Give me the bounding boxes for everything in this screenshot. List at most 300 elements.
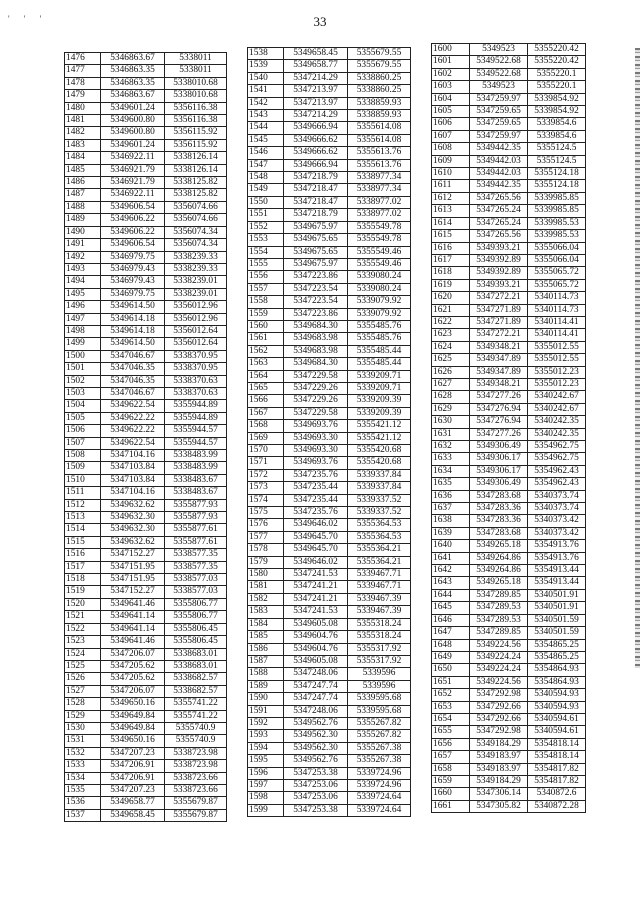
point-number-cell: 1561 [248, 333, 284, 345]
point-number-cell: 1648 [432, 639, 470, 651]
point-number-cell: 1506 [65, 425, 101, 437]
x-coordinate-cell: 5349658.77 [101, 797, 165, 809]
point-number-cell: 1655 [432, 726, 470, 738]
y-coordinate-cell: 5355614.08 [348, 134, 411, 146]
y-coordinate-cell: 5340373.42 [528, 515, 586, 527]
point-number-cell: 1647 [432, 627, 470, 639]
x-coordinate-cell: 5347265.24 [470, 205, 528, 217]
y-coordinate-cell: 5338977.34 [348, 184, 411, 196]
y-coordinate-cell: 5355012.55 [528, 341, 586, 353]
x-coordinate-cell: 5349562.76 [284, 717, 348, 729]
point-number-cell: 1548 [248, 172, 284, 184]
y-coordinate-cell: 5338723.98 [165, 760, 227, 772]
table-row [432, 738, 586, 750]
table-row [65, 152, 227, 164]
table-row [65, 139, 227, 151]
table-row [65, 574, 227, 586]
table-row [432, 242, 586, 254]
point-number-cell: 1519 [65, 586, 101, 598]
table-row [248, 680, 411, 692]
table-row [432, 130, 586, 142]
y-coordinate-cell: 5355741.22 [165, 710, 227, 722]
y-coordinate-cell: 5338577.03 [165, 574, 227, 586]
table-row [248, 445, 411, 457]
x-coordinate-cell: 5349606.22 [101, 214, 165, 226]
x-coordinate-cell: 5347283.36 [470, 515, 528, 527]
table-row [248, 159, 411, 171]
y-coordinate-cell: 5354865.25 [528, 651, 586, 663]
x-coordinate-cell: 5349606.54 [101, 239, 165, 251]
y-coordinate-cell: 5355124.18 [528, 168, 586, 180]
x-coordinate-cell: 5349224.56 [470, 676, 528, 688]
x-coordinate-cell: 5346979.43 [101, 276, 165, 288]
point-number-cell: 1620 [432, 292, 470, 304]
x-coordinate-cell: 5347241.53 [284, 606, 348, 618]
table-row [432, 565, 586, 577]
point-number-cell: 1629 [432, 403, 470, 415]
y-coordinate-cell: 5355318.24 [348, 618, 411, 630]
x-coordinate-cell: 5349632.30 [101, 512, 165, 524]
x-coordinate-cell: 5349641.14 [101, 611, 165, 623]
table-row [248, 134, 411, 146]
y-coordinate-cell: 5339079.92 [348, 308, 411, 320]
y-coordinate-cell: 5355421.12 [348, 432, 411, 444]
y-coordinate-cell: 5338125.82 [165, 189, 227, 201]
x-coordinate-cell: 5347248.06 [284, 705, 348, 717]
y-coordinate-cell: 5339854.6 [528, 130, 586, 142]
x-coordinate-cell: 5347207.23 [101, 747, 165, 759]
x-coordinate-cell: 5349306.17 [470, 465, 528, 477]
y-coordinate-cell: 5355220.1 [528, 81, 586, 93]
point-number-cell: 1646 [432, 614, 470, 626]
point-number-cell: 1476 [65, 53, 101, 65]
point-number-cell: 1582 [248, 593, 284, 605]
y-coordinate-cell: 5339596 [348, 680, 411, 692]
table-row [248, 730, 411, 742]
y-coordinate-cell: 5339854.92 [528, 106, 586, 118]
table-row [432, 366, 586, 378]
x-coordinate-cell: 5347214.29 [284, 72, 348, 84]
x-coordinate-cell: 5347241.21 [284, 593, 348, 605]
table-row [248, 320, 411, 332]
y-coordinate-cell: 5338126.14 [165, 152, 227, 164]
table-row [248, 655, 411, 667]
table-row [432, 354, 586, 366]
table-row [432, 788, 586, 800]
y-coordinate-cell: 5354913.44 [528, 577, 586, 589]
point-number-cell: 1516 [65, 549, 101, 561]
x-coordinate-cell: 5347218.47 [284, 196, 348, 208]
point-number-cell: 1508 [65, 450, 101, 462]
y-coordinate-cell: 5338239.33 [165, 263, 227, 275]
y-coordinate-cell: 5339724.64 [348, 792, 411, 804]
x-coordinate-cell: 5347283.68 [470, 490, 528, 502]
x-coordinate-cell: 5349606.22 [101, 226, 165, 238]
table-row [432, 503, 586, 515]
point-number-cell: 1495 [65, 288, 101, 300]
x-coordinate-cell: 5347104.16 [101, 487, 165, 499]
table-row [248, 618, 411, 630]
table-row [248, 258, 411, 270]
point-number-cell: 1602 [432, 68, 470, 80]
x-coordinate-cell: 5347206.91 [101, 772, 165, 784]
x-coordinate-cell: 5349442.35 [470, 143, 528, 155]
x-coordinate-cell: 5346863.35 [101, 77, 165, 89]
point-number-cell: 1604 [432, 93, 470, 105]
x-coordinate-cell: 5347253.38 [284, 767, 348, 779]
x-coordinate-cell: 5347253.06 [284, 779, 348, 791]
y-coordinate-cell: 5338011 [165, 65, 227, 77]
table-row [432, 639, 586, 651]
x-coordinate-cell: 5347223.86 [284, 271, 348, 283]
y-coordinate-cell: 5355549.46 [348, 258, 411, 270]
y-coordinate-cell: 5338683.01 [165, 660, 227, 672]
y-coordinate-cell: 5340114.73 [528, 292, 586, 304]
y-coordinate-cell: 5338370.63 [165, 375, 227, 387]
x-coordinate-cell: 5349393.21 [470, 279, 528, 291]
y-coordinate-cell: 5354865.25 [528, 639, 586, 651]
y-coordinate-cell: 5340594.61 [528, 726, 586, 738]
y-coordinate-cell: 5356115.92 [165, 127, 227, 139]
x-coordinate-cell: 5349650.16 [101, 735, 165, 747]
y-coordinate-cell: 5340242.35 [528, 416, 586, 428]
table-row [65, 710, 227, 722]
point-number-cell: 1569 [248, 432, 284, 444]
x-coordinate-cell: 5347223.54 [284, 296, 348, 308]
point-number-cell: 1661 [432, 800, 470, 812]
point-number-cell: 1641 [432, 552, 470, 564]
point-number-cell: 1542 [248, 97, 284, 109]
y-coordinate-cell: 5339724.64 [348, 804, 411, 816]
y-coordinate-cell: 5356012.64 [165, 338, 227, 350]
y-coordinate-cell: 5355065.72 [528, 279, 586, 291]
x-coordinate-cell: 5347265.56 [470, 192, 528, 204]
point-number-cell: 1544 [248, 122, 284, 134]
point-number-cell: 1618 [432, 267, 470, 279]
point-number-cell: 1517 [65, 561, 101, 573]
point-number-cell: 1612 [432, 192, 470, 204]
y-coordinate-cell: 5355066.04 [528, 254, 586, 266]
point-number-cell: 1637 [432, 503, 470, 515]
point-number-cell: 1626 [432, 366, 470, 378]
x-coordinate-cell: 5347229.26 [284, 395, 348, 407]
table-row [248, 271, 411, 283]
table-row [248, 507, 411, 519]
x-coordinate-cell: 5347259.65 [470, 106, 528, 118]
point-number-cell: 1631 [432, 428, 470, 440]
table-row [248, 60, 411, 72]
y-coordinate-cell: 5356074.34 [165, 239, 227, 251]
point-number-cell: 1588 [248, 668, 284, 680]
table-row [248, 246, 411, 258]
point-number-cell: 1537 [65, 809, 101, 821]
y-coordinate-cell: 5340114.73 [528, 304, 586, 316]
point-number-cell: 1595 [248, 755, 284, 767]
point-number-cell: 1526 [65, 673, 101, 685]
y-coordinate-cell: 5338483.67 [165, 474, 227, 486]
x-coordinate-cell: 5349666.62 [284, 134, 348, 146]
y-coordinate-cell: 5339467.71 [348, 581, 411, 593]
y-coordinate-cell: 5339209.39 [348, 395, 411, 407]
point-number-cell: 1606 [432, 118, 470, 130]
point-number-cell: 1658 [432, 763, 470, 775]
x-coordinate-cell: 5349693.76 [284, 420, 348, 432]
y-coordinate-cell: 5340872.28 [528, 800, 586, 812]
table-row [248, 779, 411, 791]
point-number-cell: 1520 [65, 598, 101, 610]
x-coordinate-cell: 5349622.54 [101, 437, 165, 449]
point-number-cell: 1489 [65, 214, 101, 226]
y-coordinate-cell: 5338125.82 [165, 177, 227, 189]
point-number-cell: 1570 [248, 445, 284, 457]
x-coordinate-cell: 5349605.08 [284, 655, 348, 667]
y-coordinate-cell: 5355220.42 [528, 44, 586, 56]
y-coordinate-cell: 5338239.01 [165, 288, 227, 300]
table-row [65, 450, 227, 462]
table-row [65, 276, 227, 288]
y-coordinate-cell: 5339985.53 [528, 230, 586, 242]
y-coordinate-cell: 5339209.71 [348, 370, 411, 382]
table-row [248, 469, 411, 481]
x-coordinate-cell: 5349622.54 [101, 400, 165, 412]
point-number-cell: 1499 [65, 338, 101, 350]
point-number-cell: 1547 [248, 159, 284, 171]
y-coordinate-cell: 5355485.44 [348, 358, 411, 370]
table-row [248, 544, 411, 556]
y-coordinate-cell: 5340594.93 [528, 701, 586, 713]
point-number-cell: 1654 [432, 713, 470, 725]
table-row [65, 77, 227, 89]
y-coordinate-cell: 5340242.67 [528, 391, 586, 403]
table-row [432, 292, 586, 304]
point-number-cell: 1601 [432, 56, 470, 68]
y-coordinate-cell: 5339337.84 [348, 482, 411, 494]
point-number-cell: 1533 [65, 760, 101, 772]
y-coordinate-cell: 5339724.96 [348, 767, 411, 779]
point-number-cell: 1634 [432, 465, 470, 477]
table-row [432, 44, 586, 56]
x-coordinate-cell: 5349645.70 [284, 544, 348, 556]
y-coordinate-cell: 5338977.02 [348, 196, 411, 208]
y-coordinate-cell: 5340373.42 [528, 527, 586, 539]
table-row [432, 391, 586, 403]
x-coordinate-cell: 5349393.21 [470, 242, 528, 254]
table-row [248, 593, 411, 605]
table-row [65, 722, 227, 734]
x-coordinate-cell: 5347292.98 [470, 726, 528, 738]
table-row [432, 68, 586, 80]
y-coordinate-cell: 5355267.38 [348, 755, 411, 767]
point-number-cell: 1660 [432, 788, 470, 800]
x-coordinate-cell: 5347218.79 [284, 172, 348, 184]
y-coordinate-cell: 5356116.38 [165, 115, 227, 127]
y-coordinate-cell: 5355220.42 [528, 56, 586, 68]
y-coordinate-cell: 5339337.52 [348, 494, 411, 506]
x-coordinate-cell: 5349347.89 [470, 366, 528, 378]
point-number-cell: 1644 [432, 589, 470, 601]
x-coordinate-cell: 5349614.18 [101, 325, 165, 337]
point-number-cell: 1518 [65, 574, 101, 586]
table-row [432, 192, 586, 204]
x-coordinate-cell: 5349632.62 [101, 536, 165, 548]
table-row [432, 155, 586, 167]
y-coordinate-cell: 5355220.1 [528, 68, 586, 80]
y-coordinate-cell: 5339595.68 [348, 693, 411, 705]
x-coordinate-cell: 5349658.77 [284, 60, 348, 72]
y-coordinate-cell: 5338682.57 [165, 673, 227, 685]
point-number-cell: 1484 [65, 152, 101, 164]
y-coordinate-cell: 5338977.02 [348, 209, 411, 221]
x-coordinate-cell: 5349600.80 [101, 115, 165, 127]
x-coordinate-cell: 5347253.38 [284, 804, 348, 816]
table-row [248, 382, 411, 394]
y-coordinate-cell: 5355740.9 [165, 735, 227, 747]
point-number-cell: 1638 [432, 515, 470, 527]
point-number-cell: 1653 [432, 701, 470, 713]
point-number-cell: 1630 [432, 416, 470, 428]
y-coordinate-cell: 5355741.22 [165, 698, 227, 710]
point-number-cell: 1541 [248, 85, 284, 97]
x-coordinate-cell: 5349604.76 [284, 643, 348, 655]
x-coordinate-cell: 5349442.35 [470, 180, 528, 192]
x-coordinate-cell: 5347046.35 [101, 375, 165, 387]
y-coordinate-cell: 5338011 [165, 53, 227, 65]
table-row [248, 345, 411, 357]
table-row [432, 329, 586, 341]
y-coordinate-cell: 5355267.38 [348, 742, 411, 754]
x-coordinate-cell: 5347259.65 [470, 118, 528, 130]
x-coordinate-cell: 5347223.86 [284, 308, 348, 320]
x-coordinate-cell: 5349184.29 [470, 738, 528, 750]
x-coordinate-cell: 5349650.16 [101, 698, 165, 710]
y-coordinate-cell: 5355944.89 [165, 400, 227, 412]
table-row [65, 462, 227, 474]
table-row [432, 614, 586, 626]
table-row [248, 283, 411, 295]
x-coordinate-cell: 5349675.97 [284, 221, 348, 233]
point-number-cell: 1649 [432, 651, 470, 663]
y-coordinate-cell: 5339985.85 [528, 192, 586, 204]
y-coordinate-cell: 5339985.85 [528, 205, 586, 217]
x-coordinate-cell: 5347046.35 [101, 363, 165, 375]
point-number-cell: 1622 [432, 316, 470, 328]
point-number-cell: 1487 [65, 189, 101, 201]
point-number-cell: 1613 [432, 205, 470, 217]
table-row [432, 279, 586, 291]
point-number-cell: 1609 [432, 155, 470, 167]
x-coordinate-cell: 5347235.44 [284, 494, 348, 506]
table-row [65, 660, 227, 672]
x-coordinate-cell: 5346979.75 [101, 251, 165, 263]
y-coordinate-cell: 5338723.66 [165, 772, 227, 784]
x-coordinate-cell: 5347152.27 [101, 549, 165, 561]
point-number-cell: 1501 [65, 363, 101, 375]
x-coordinate-cell: 5347272.21 [470, 329, 528, 341]
y-coordinate-cell: 5338483.99 [165, 450, 227, 462]
table-row [432, 180, 586, 192]
y-coordinate-cell: 5355267.82 [348, 717, 411, 729]
x-coordinate-cell: 5347277.26 [470, 391, 528, 403]
y-coordinate-cell: 5354817.82 [528, 775, 586, 787]
table-row [65, 400, 227, 412]
x-coordinate-cell: 5349632.30 [101, 524, 165, 536]
x-coordinate-cell: 5347229.58 [284, 407, 348, 419]
point-number-cell: 1491 [65, 239, 101, 251]
y-coordinate-cell: 5338977.34 [348, 172, 411, 184]
point-number-cell: 1657 [432, 751, 470, 763]
table-row [248, 172, 411, 184]
y-coordinate-cell: 5355549.46 [348, 246, 411, 258]
table-row [248, 606, 411, 618]
point-number-cell: 1624 [432, 341, 470, 353]
x-coordinate-cell: 5349632.62 [101, 499, 165, 511]
table-row [248, 668, 411, 680]
point-number-cell: 1576 [248, 519, 284, 531]
y-coordinate-cell: 5339467.39 [348, 606, 411, 618]
table-row [248, 804, 411, 816]
y-coordinate-cell: 5356074.66 [165, 201, 227, 213]
table-row [432, 651, 586, 663]
y-coordinate-cell: 5356074.34 [165, 226, 227, 238]
x-coordinate-cell: 5349641.46 [101, 598, 165, 610]
point-number-cell: 1559 [248, 308, 284, 320]
y-coordinate-cell: 5340872.6 [528, 788, 586, 800]
x-coordinate-cell: 5349646.02 [284, 519, 348, 531]
table-row [248, 519, 411, 531]
table-row [248, 631, 411, 643]
point-number-cell: 1558 [248, 296, 284, 308]
x-coordinate-cell: 5349562.30 [284, 742, 348, 754]
x-coordinate-cell: 5346863.35 [101, 65, 165, 77]
table-row [248, 97, 411, 109]
coordinate-table-2 [247, 47, 411, 817]
table-row [65, 90, 227, 102]
y-coordinate-cell: 5355877.61 [165, 524, 227, 536]
point-number-cell: 1500 [65, 350, 101, 362]
table-row [432, 490, 586, 502]
y-coordinate-cell: 5355485.76 [348, 333, 411, 345]
y-coordinate-cell: 5354818.14 [528, 738, 586, 750]
x-coordinate-cell: 5349306.49 [470, 441, 528, 453]
table-row [432, 416, 586, 428]
point-number-cell: 1528 [65, 698, 101, 710]
y-coordinate-cell: 5340242.35 [528, 428, 586, 440]
table-row [248, 717, 411, 729]
table-row [65, 524, 227, 536]
table-row [248, 581, 411, 593]
table-row [65, 350, 227, 362]
x-coordinate-cell: 5349684.30 [284, 320, 348, 332]
y-coordinate-cell: 5354962.75 [528, 441, 586, 453]
point-number-cell: 1577 [248, 531, 284, 543]
table-row [248, 569, 411, 581]
x-coordinate-cell: 5349646.02 [284, 556, 348, 568]
table-row [248, 358, 411, 370]
y-coordinate-cell: 5340501.59 [528, 614, 586, 626]
point-number-cell: 1502 [65, 375, 101, 387]
point-number-cell: 1586 [248, 643, 284, 655]
table-row [432, 465, 586, 477]
point-number-cell: 1628 [432, 391, 470, 403]
point-number-cell: 1532 [65, 747, 101, 759]
point-number-cell: 1560 [248, 320, 284, 332]
table-row [248, 643, 411, 655]
table-row [65, 611, 227, 623]
y-coordinate-cell: 5354913.76 [528, 540, 586, 552]
point-number-cell: 1587 [248, 655, 284, 667]
y-coordinate-cell: 5340501.91 [528, 589, 586, 601]
x-coordinate-cell: 5347248.06 [284, 668, 348, 680]
